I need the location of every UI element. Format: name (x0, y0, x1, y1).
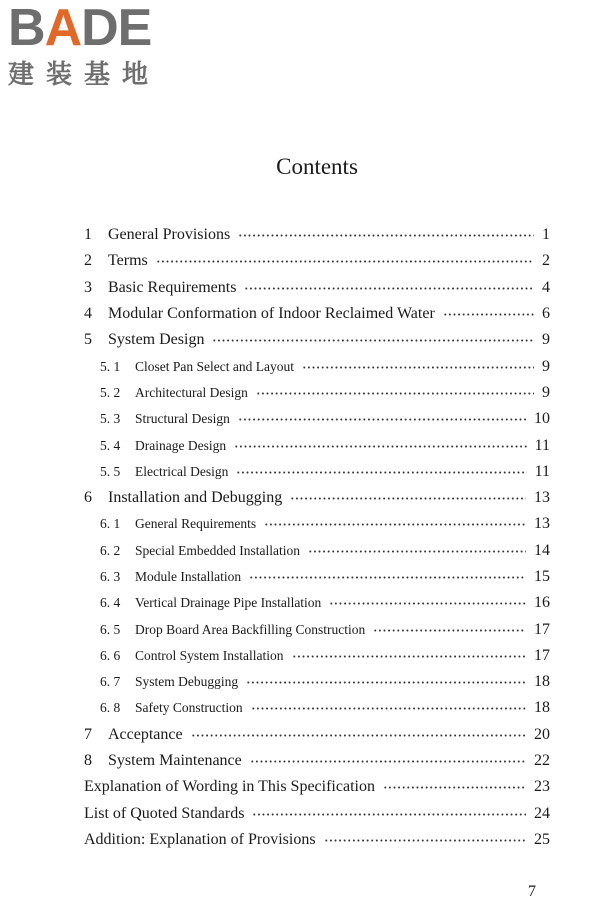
toc-entry[interactable] (0, 222, 600, 248)
toc-entry-title: General Requirements (135, 516, 257, 532)
toc-dot-leader (246, 681, 526, 684)
toc-entry-page: 11 (534, 462, 550, 480)
toc-dot-leader (156, 260, 534, 263)
toc-entry[interactable] (0, 827, 600, 853)
toc-entry-title: Electrical Design (135, 463, 229, 479)
toc-entry-page: 23 (534, 778, 550, 796)
toc-entry-page: 15 (534, 568, 550, 585)
toc-entry-number: 6 (84, 489, 92, 507)
toc-entry-number: 6. 5 (100, 621, 121, 637)
toc-entry-title: Safety Construction (135, 700, 243, 716)
toc-entry[interactable] (0, 722, 600, 748)
toc-entry-number: 7 (84, 725, 92, 743)
toc-entry-page: 25 (534, 830, 550, 848)
logo-subtitle: 建装基地 (8, 60, 161, 90)
toc-entry[interactable] (0, 406, 600, 432)
toc-dot-leader (256, 392, 534, 395)
toc-entry[interactable] (0, 380, 600, 406)
toc-entry-page: 13 (534, 489, 550, 507)
toc-entry[interactable] (0, 669, 600, 695)
toc-dot-leader (373, 629, 526, 632)
toc-dot-leader (264, 523, 526, 526)
toc-entry-title: Drop Board Area Backfilling Construction (135, 621, 366, 637)
toc-entry-number: 6. 2 (100, 542, 121, 558)
toc-entry-title: Installation and Debugging (108, 489, 283, 507)
toc-entry-title: Basic Requirements (108, 278, 237, 296)
toc-entry[interactable] (0, 774, 600, 800)
toc-entry-page: 1 (542, 226, 550, 244)
toc-entry-number: 3 (84, 278, 92, 296)
toc-entry-page: 24 (534, 804, 550, 822)
toc-entry-number: 6. 6 (100, 647, 121, 663)
toc-dot-leader (308, 550, 526, 553)
toc-entry-number: 6. 1 (100, 516, 121, 532)
toc-entry[interactable] (0, 432, 600, 458)
toc-entry[interactable] (0, 485, 600, 511)
toc-dot-leader (290, 497, 526, 500)
toc-entry-page: 14 (534, 541, 550, 559)
toc-entry[interactable] (0, 564, 600, 590)
toc-dot-leader (251, 707, 526, 710)
toc-entry-number: 4 (84, 305, 92, 323)
toc-dot-leader (292, 655, 526, 658)
page-title: Contents (276, 154, 358, 179)
toc-dot-leader (244, 287, 534, 290)
toc-dot-leader (302, 366, 534, 369)
toc-entry[interactable] (0, 327, 600, 353)
toc-entry-title: Structural Design (135, 411, 230, 427)
table-of-contents (0, 222, 600, 853)
toc-entry-page: 17 (534, 620, 550, 638)
toc-entry-page: 4 (542, 278, 550, 296)
toc-entry-page: 11 (534, 436, 550, 454)
logo-letter-a: A (44, 0, 82, 57)
toc-entry-page: 20 (534, 725, 550, 743)
toc-entry-title: Closet Pan Select and Layout (135, 358, 294, 374)
toc-entry-title: System Maintenance (108, 752, 242, 770)
toc-entry-number: 6. 4 (100, 595, 121, 611)
toc-entry-title: Terms (108, 252, 148, 270)
toc-entry-number: 6. 3 (100, 569, 121, 584)
toc-entry-page: 22 (534, 752, 550, 770)
toc-entry[interactable] (0, 511, 600, 537)
toc-entry-page: 10 (534, 410, 550, 428)
toc-dot-leader (383, 786, 526, 789)
toc-dot-leader (234, 445, 527, 448)
toc-entry-number: 8 (84, 752, 92, 770)
toc-entry-number: 5. 4 (100, 437, 121, 453)
toc-entry[interactable] (0, 459, 600, 485)
toc-entry-title: Acceptance (108, 725, 183, 743)
toc-entry-number: 5. 1 (100, 358, 121, 374)
toc-entry-number: 5 (84, 331, 92, 349)
footer-page-number: 7 (528, 883, 536, 900)
toc-entry-title: Architectural Design (135, 384, 248, 400)
toc-entry[interactable] (0, 695, 600, 721)
toc-dot-leader (249, 576, 526, 579)
toc-entry-number: 5. 5 (100, 463, 121, 479)
toc-entry[interactable] (0, 643, 600, 669)
toc-entry-number: 5. 2 (100, 384, 121, 400)
toc-entry-number: 6. 8 (100, 700, 121, 716)
toc-entry[interactable] (0, 353, 600, 379)
toc-dot-leader (236, 471, 527, 474)
toc-entry[interactable] (0, 748, 600, 774)
toc-entry-number: 2 (84, 252, 92, 270)
logo-letters-de: DE (81, 0, 152, 57)
toc-entry[interactable] (0, 616, 600, 642)
toc-entry-number: 5. 3 (100, 411, 121, 427)
toc-entry-page: 2 (542, 252, 550, 270)
toc-entry-title: Addition: Explanation of Provisions (84, 830, 316, 848)
toc-entry-title: Explanation of Wording in This Specification (84, 778, 375, 796)
toc-entry-page: 18 (534, 673, 550, 691)
toc-entry-title: Special Embedded Installation (135, 542, 300, 558)
toc-entry-title: Drainage Design (135, 437, 227, 453)
toc-entry-page: 6 (542, 305, 550, 323)
toc-entry-page: 16 (534, 594, 550, 612)
toc-dot-leader (212, 339, 534, 342)
toc-dot-leader (443, 313, 534, 316)
toc-entry-title: System Design (108, 331, 205, 349)
toc-entry-page: 9 (542, 383, 550, 401)
toc-entry-page: 18 (534, 699, 550, 717)
toc-entry[interactable] (0, 590, 600, 616)
toc-dot-leader (252, 813, 526, 816)
toc-entry-title: General Provisions (108, 226, 231, 244)
toc-dot-leader (250, 760, 526, 763)
toc-entry-page: 13 (534, 515, 550, 533)
toc-entry-title: Module Installation (135, 569, 242, 584)
toc-entry-title: Modular Conformation of Indoor Reclaimed Water (108, 305, 435, 323)
toc-entry[interactable] (0, 248, 600, 274)
toc-entry-number: 6. 7 (100, 674, 121, 690)
toc-dot-leader (324, 839, 526, 842)
toc-dot-leader (238, 234, 534, 237)
toc-dot-leader (238, 418, 526, 421)
toc-entry-title: Vertical Drainage Pipe Installation (135, 595, 322, 611)
bade-logo (8, 2, 178, 90)
toc-entry[interactable] (0, 275, 600, 301)
toc-entry-page: 9 (542, 357, 550, 375)
toc-dot-leader (191, 734, 526, 737)
toc-entry[interactable] (0, 538, 600, 564)
toc-dot-leader (329, 602, 526, 605)
toc-entry[interactable] (0, 301, 600, 327)
toc-entry-title: System Debugging (135, 674, 239, 690)
toc-entry-title: List of Quoted Standards (84, 804, 245, 822)
logo-letter-b: B (8, 0, 45, 57)
toc-entry-title: Control System Installation (135, 647, 284, 663)
toc-entry-number: 1 (84, 226, 92, 244)
toc-entry-page: 9 (542, 331, 550, 349)
toc-entry[interactable] (0, 801, 600, 827)
logo-wordmark (8, 0, 178, 57)
toc-entry-page: 17 (534, 646, 550, 664)
